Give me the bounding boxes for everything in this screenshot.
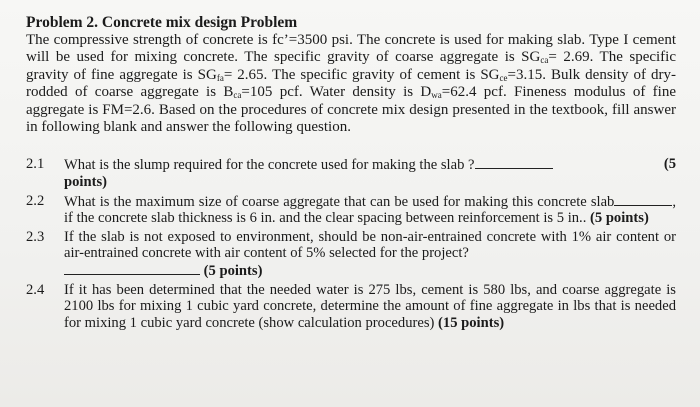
problem-sheet: [26, 14, 676, 333]
question-text: What is the maximum size of coarse aggregate that can be used for making this concrete slab: [64, 193, 615, 210]
intro-text: = 2.65. The specific gravity of cement is SG: [223, 66, 500, 83]
question-text: If it has been determined that the needed water is 275 lbs, cement is 580 lbs, and coarse aggregate is 2100 lbs for mixing 1 cubic yard concrete, determine the amount of fine aggregate in lbs that is needed for mixing 1 cubic yard concrete (show calculation procedures): [64, 281, 676, 331]
question-number: 2.3: [26, 228, 45, 245]
question-number: 2.4: [26, 281, 45, 298]
subscript: ca: [540, 55, 549, 66]
intro-text: The compressive strength of concrete is fc’=3500 psi. The concrete is used for making slab. Type I cement will be used for mixing concrete. The specific gravity of coarse aggregate is SG: [26, 32, 676, 66]
intro-text: =62.4 pcf. Fineness modulus of fine aggregate is FM=2.6. Based on the procedures of concrete mix design presented in the textbook, fill answer in following blank and answer the following question.: [26, 84, 676, 136]
answer-blank[interactable]: [475, 156, 553, 169]
problem-statement: [26, 32, 676, 136]
intro-text: = 2.69. The specific gravity of fine aggregate is SG: [26, 49, 676, 83]
question-text: What is the slump required for the concrete used for making the slab ?: [64, 157, 475, 174]
question-2-2: [26, 193, 676, 227]
subscript: ca: [233, 90, 242, 101]
question-number: 2.2: [26, 192, 45, 209]
question-2-4: [26, 282, 676, 332]
question-points: (15 points): [438, 314, 505, 331]
question-points: (5 points): [203, 263, 263, 279]
subscript: ce: [499, 72, 508, 83]
problem-title: Problem 2. Concrete mix design Problem: [26, 14, 298, 31]
answer-blank[interactable]: [64, 262, 200, 275]
question-points: (5: [663, 156, 676, 173]
question-points: points): [64, 174, 107, 191]
answer-blank[interactable]: [614, 193, 672, 206]
subscript: fa: [216, 72, 224, 83]
question-text: If the slab is not exposed to environment, should be non-air-entrained concrete with 1% air content or air-entrained concrete with air content of 5% selected for the project?: [64, 228, 676, 262]
question-text: , if the concrete slab thickness is 6 in. and the clear spacing between reinforcement is 5 in..: [64, 193, 676, 227]
question-list: [26, 156, 676, 331]
question-2-1: [26, 156, 676, 190]
question-points: (5 points): [590, 210, 649, 227]
question-2-3: [26, 229, 676, 280]
subscript: wa: [431, 90, 442, 101]
intro-text: =105 pcf. Water density is D: [241, 84, 432, 101]
question-number: 2.1: [26, 156, 45, 173]
intro-text: =3.15. Bulk density of dry-rodded of coarse aggregate is B: [26, 66, 676, 101]
